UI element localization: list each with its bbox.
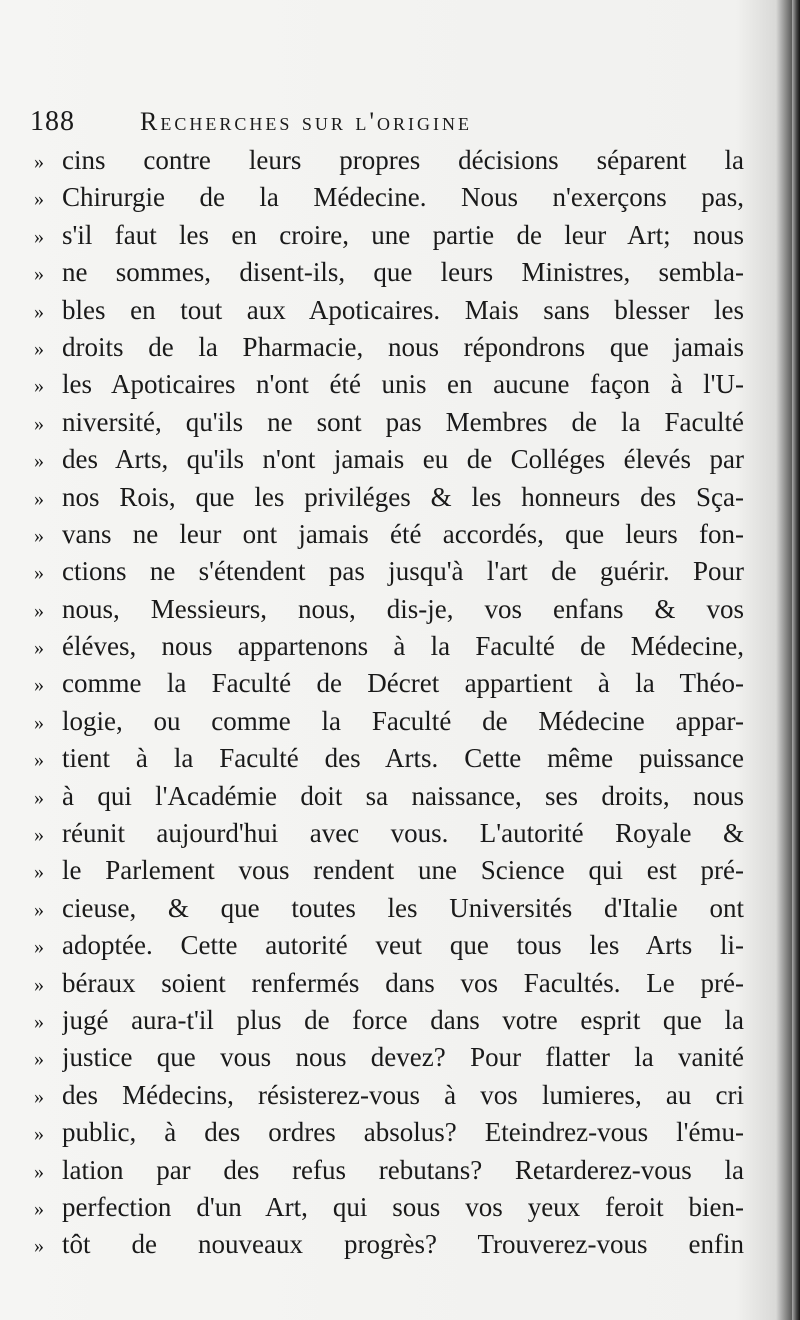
text-line <box>34 1114 744 1151</box>
line-text: justice que vous nous devez? Pour flatter la vanité <box>62 1042 744 1073</box>
quote-mark: » <box>34 300 44 323</box>
line-text: Chirurgie de la Médecine. Nous n'exerçons pas, <box>62 182 744 213</box>
line-text: tient à la Faculté des Arts. Cette même puissance <box>62 743 744 774</box>
text-line <box>34 665 744 702</box>
line-text: jugé aura-t'il plus de force dans votre esprit que la <box>62 1004 744 1035</box>
text-line <box>34 1189 744 1226</box>
quote-mark: » <box>34 1048 44 1071</box>
text-line <box>34 254 744 291</box>
quote-mark: » <box>34 562 44 585</box>
line-text: cieuse, & que toutes les Universités d'Italie ont <box>62 892 744 923</box>
quote-mark: » <box>34 637 44 660</box>
line-text: comme la Faculté de Décret appartient à la Théo- <box>62 668 744 699</box>
running-title: Recherches sur l'origine <box>140 107 473 136</box>
text-line <box>34 815 744 852</box>
page-header <box>30 106 755 142</box>
quote-mark: » <box>34 450 44 473</box>
line-text: ctions ne s'étendent pas jusqu'à l'art de guérir. Pour <box>62 556 744 587</box>
text-line <box>34 628 744 665</box>
line-text: cins contre leurs propres décisions séparent la <box>62 145 744 175</box>
line-text: béraux soient renfermés dans vos Facultés. Le pré- <box>62 967 744 998</box>
quote-mark: » <box>34 263 44 286</box>
line-text: ne sommes, disent-ils, que leurs Ministres, sembla- <box>62 257 744 288</box>
quote-mark: » <box>34 487 44 510</box>
text-line <box>34 404 744 441</box>
text-line <box>34 366 744 403</box>
body-text <box>34 142 744 1264</box>
text-line <box>34 292 744 329</box>
line-text: à qui l'Académie doit sa naissance, ses droits, nous <box>62 780 744 811</box>
text-line <box>34 142 744 179</box>
text-line <box>34 441 744 478</box>
quote-mark: » <box>34 898 44 921</box>
text-line <box>34 329 744 366</box>
line-text: s'il faut les en croire, une partie de leur Art; nous <box>62 219 744 250</box>
quote-mark: » <box>34 337 44 360</box>
line-text: réunit aujourd'hui avec vous. L'autorité Royale & <box>62 818 744 849</box>
text-line <box>34 778 744 815</box>
quote-mark: » <box>34 375 44 398</box>
line-text: niversité, qu'ils ne sont pas Membres de la Faculté <box>62 406 744 437</box>
quote-mark: » <box>34 225 44 248</box>
line-text: les Apoticaires n'ont été unis en aucune façon à l'U- <box>62 369 744 400</box>
quote-mark: » <box>34 599 44 622</box>
line-text: perfection d'un Art, qui sous vos yeux feroit bien- <box>62 1191 744 1222</box>
text-line <box>34 591 744 628</box>
quote-mark: » <box>34 151 44 173</box>
quote-mark: » <box>34 1197 44 1220</box>
line-text: lation par des refus rebutans? Retarderez-vous la <box>62 1154 744 1185</box>
quote-mark: » <box>34 861 44 884</box>
quote-mark: » <box>34 674 44 697</box>
quote-mark: » <box>34 711 44 734</box>
text-line <box>34 965 744 1002</box>
quote-mark: » <box>34 936 44 959</box>
text-line <box>34 1002 744 1039</box>
quote-mark: » <box>34 412 44 435</box>
line-text: vans ne leur ont jamais été accordés, que leurs fon- <box>62 518 744 549</box>
line-text: le Parlement vous rendent une Science qui est pré- <box>62 855 744 886</box>
line-text: des Médecins, résisterez-vous à vos lumieres, au cri <box>62 1079 744 1110</box>
quote-mark: » <box>34 1235 44 1258</box>
text-line <box>34 1039 744 1076</box>
text-line <box>34 1226 744 1263</box>
text-line <box>34 479 744 516</box>
quote-mark: » <box>34 524 44 547</box>
quote-mark: » <box>34 749 44 772</box>
text-line <box>34 179 744 216</box>
line-text: nos Rois, que les priviléges & les honneurs des Sça- <box>62 481 744 512</box>
line-text: droits de la Pharmacie, nous répondrons que jamais <box>62 331 744 362</box>
page-edge-shadow <box>792 0 800 1320</box>
text-line <box>34 1077 744 1114</box>
quote-mark: » <box>34 786 44 809</box>
line-text: bles en tout aux Apoticaires. Mais sans blesser les <box>62 294 744 325</box>
quote-mark: » <box>34 188 44 211</box>
text-line <box>34 927 744 964</box>
quote-mark: » <box>34 1160 44 1183</box>
quote-mark: » <box>34 1085 44 1108</box>
text-line <box>34 516 744 553</box>
line-text: adoptée. Cette autorité veut que tous les Arts li- <box>62 930 744 961</box>
line-text: nous, Messieurs, nous, dis-je, vos enfans & vos <box>62 593 744 624</box>
text-line <box>34 740 744 777</box>
text-line <box>34 553 744 590</box>
line-text: public, à des ordres absolus? Eteindrez-vous l'ému- <box>62 1117 744 1148</box>
text-line <box>34 890 744 927</box>
page-number: 188 <box>30 106 75 137</box>
text-line <box>34 217 744 254</box>
quote-mark: » <box>34 1010 44 1033</box>
quote-mark: » <box>34 824 44 847</box>
quote-mark: » <box>34 973 44 996</box>
quote-mark: » <box>34 1123 44 1146</box>
line-text: tôt de nouveaux progrès? Trouverez-vous enfin <box>62 1229 744 1260</box>
line-text: éléves, nous appartenons à la Faculté de Médecine, <box>62 631 744 662</box>
text-line <box>34 1152 744 1189</box>
text-line <box>34 703 744 740</box>
text-line <box>34 852 744 889</box>
line-text: des Arts, qu'ils n'ont jamais eu de Colléges élevés par <box>62 444 744 475</box>
line-text: logie, ou comme la Faculté de Médecine appar- <box>62 705 744 736</box>
